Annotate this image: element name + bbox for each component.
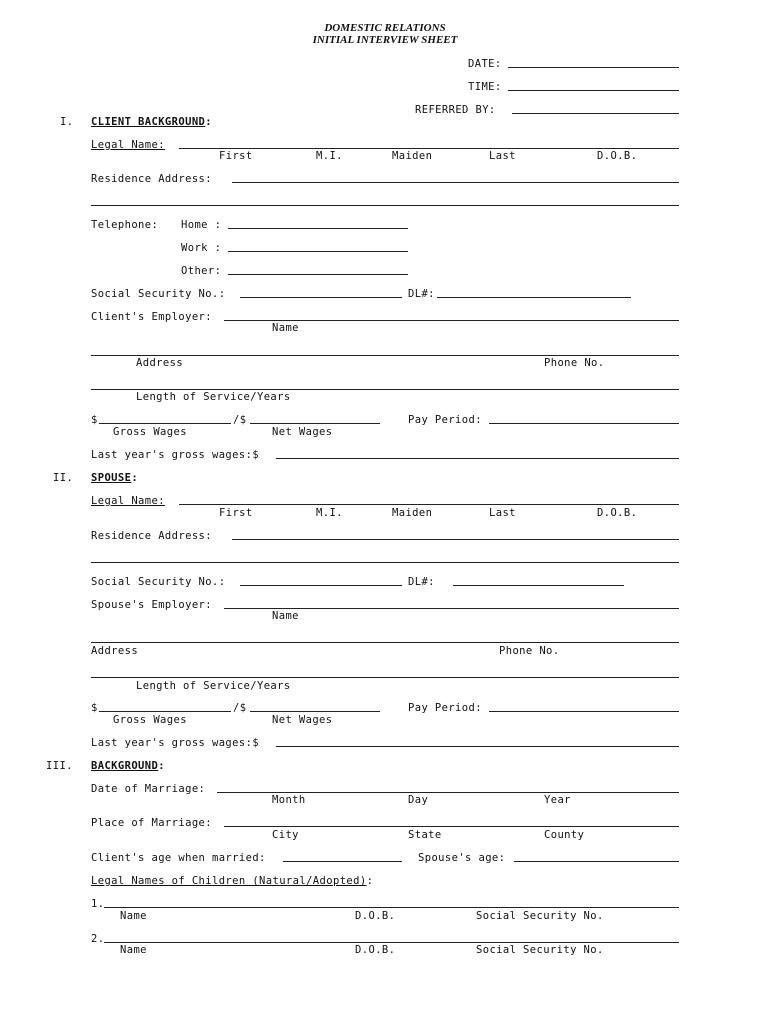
child-1-field[interactable]	[104, 907, 679, 908]
client-net-wages-label: Net Wages	[272, 426, 333, 438]
client-name-part-mi: M.I.	[316, 150, 343, 162]
child-1-number: 1.	[91, 898, 105, 910]
section-1-numeral: I.	[60, 116, 74, 128]
child-2-field[interactable]	[104, 942, 679, 943]
spouse-legal-name-label: Legal Name:	[91, 495, 165, 507]
client-name-part-last: Last	[489, 150, 516, 162]
client-gross-dollar: $	[91, 414, 98, 426]
client-gross-wages-field[interactable]	[99, 423, 231, 424]
home-phone-field[interactable]	[228, 228, 408, 229]
client-last-year-field[interactable]	[276, 458, 679, 459]
spouse-employer-phone-label: Phone No.	[499, 645, 560, 657]
section-1-colon: :	[205, 116, 213, 128]
spouse-residence-field[interactable]	[232, 539, 679, 540]
spouse-employer-label: Spouse's Employer:	[91, 599, 212, 611]
marriage-year-label: Year	[544, 794, 571, 806]
spouse-last-year-label: Last year's gross wages:$	[91, 737, 260, 749]
spouse-age-field[interactable]	[514, 861, 679, 862]
client-net-wages-field[interactable]	[250, 423, 380, 424]
referred-by-label: REFERRED BY:	[415, 104, 496, 116]
spouse-residence-field-2[interactable]	[91, 562, 679, 563]
spouse-legal-name-field[interactable]	[179, 504, 679, 505]
spouse-last-year-field[interactable]	[276, 746, 679, 747]
spouse-dl-field[interactable]	[453, 585, 624, 586]
children-label: Legal Names of Children (Natural/Adopted)	[91, 875, 367, 887]
spouse-ssn-field[interactable]	[240, 585, 402, 586]
spouse-net-dollar: /$	[233, 702, 247, 714]
form-subtitle: INITIAL INTERVIEW SHEET	[312, 34, 458, 46]
spouse-net-wages-label: Net Wages	[272, 714, 333, 726]
client-age-married-label: Client's age when married:	[91, 852, 266, 864]
child-1-name-label: Name	[120, 910, 147, 922]
client-employer-address-field[interactable]	[91, 355, 679, 356]
client-legal-name-label: Legal Name:	[91, 139, 165, 151]
time-field[interactable]	[508, 90, 679, 91]
client-employer-name-label: Name	[272, 322, 299, 334]
place-of-marriage-field[interactable]	[224, 826, 679, 827]
spouse-gross-wages-label: Gross Wages	[113, 714, 187, 726]
spouse-name-part-mi: M.I.	[316, 507, 343, 519]
client-ssn-label: Social Security No.:	[91, 288, 226, 300]
client-pay-period-field[interactable]	[489, 423, 679, 424]
client-residence-field-2[interactable]	[91, 205, 679, 206]
date-of-marriage-label: Date of Marriage:	[91, 783, 206, 795]
marriage-state-label: State	[408, 829, 442, 841]
spouse-gross-dollar: $	[91, 702, 98, 714]
spouse-name-part-last: Last	[489, 507, 516, 519]
spouse-age-label: Spouse's age:	[418, 852, 506, 864]
spouse-pay-period-label: Pay Period:	[408, 702, 482, 714]
spouse-ssn-label: Social Security No.:	[91, 576, 226, 588]
client-ssn-field[interactable]	[240, 297, 402, 298]
date-label: DATE:	[468, 58, 502, 70]
work-phone-field[interactable]	[228, 251, 408, 252]
spouse-residence-label: Residence Address:	[91, 530, 212, 542]
spouse-service-label: Length of Service/Years	[136, 680, 291, 692]
client-dl-label: DL#:	[408, 288, 435, 300]
client-dl-field[interactable]	[437, 297, 631, 298]
client-legal-name-field[interactable]	[179, 148, 679, 149]
client-service-label: Length of Service/Years	[136, 391, 291, 403]
child-2-ssn-label: Social Security No.	[476, 944, 604, 956]
client-name-part-first: First	[219, 150, 253, 162]
section-2-numeral: II.	[53, 472, 74, 484]
place-of-marriage-label: Place of Marriage:	[91, 817, 212, 829]
child-2-name-label: Name	[120, 944, 147, 956]
child-2-number: 2.	[91, 933, 105, 945]
client-service-field[interactable]	[91, 389, 679, 390]
client-name-part-maiden: Maiden	[392, 150, 433, 162]
section-2-title: SPOUSE	[91, 472, 132, 484]
client-employer-label: Client's Employer:	[91, 311, 212, 323]
client-pay-period-label: Pay Period:	[408, 414, 482, 426]
children-label-colon: :	[366, 875, 374, 887]
spouse-employer-field[interactable]	[224, 608, 679, 609]
home-phone-label: Home :	[181, 219, 222, 231]
client-employer-phone-label: Phone No.	[544, 357, 605, 369]
child-1-dob-label: D.O.B.	[355, 910, 396, 922]
client-last-year-label: Last year's gross wages:$	[91, 449, 260, 461]
spouse-employer-address-field[interactable]	[91, 642, 679, 643]
child-1-ssn-label: Social Security No.	[476, 910, 604, 922]
spouse-service-field[interactable]	[91, 677, 679, 678]
other-phone-field[interactable]	[228, 274, 408, 275]
date-of-marriage-field[interactable]	[217, 792, 679, 793]
other-phone-label: Other:	[181, 265, 222, 277]
time-label: TIME:	[468, 81, 502, 93]
spouse-name-part-maiden: Maiden	[392, 507, 433, 519]
marriage-city-label: City	[272, 829, 299, 841]
marriage-month-label: Month	[272, 794, 306, 806]
spouse-employer-name-label: Name	[272, 610, 299, 622]
spouse-pay-period-field[interactable]	[489, 711, 679, 712]
section-3-title: BACKGROUND	[91, 760, 159, 772]
client-employer-address-label: Address	[136, 357, 184, 369]
marriage-day-label: Day	[408, 794, 429, 806]
client-residence-field[interactable]	[232, 182, 679, 183]
referred-by-field[interactable]	[512, 113, 679, 114]
section-2-colon: :	[131, 472, 139, 484]
client-employer-field[interactable]	[224, 320, 679, 321]
marriage-county-label: County	[544, 829, 585, 841]
spouse-net-wages-field[interactable]	[250, 711, 380, 712]
section-1-title: CLIENT BACKGROUND	[91, 116, 206, 128]
client-net-dollar: /$	[233, 414, 247, 426]
date-field[interactable]	[508, 67, 679, 68]
spouse-dl-label: DL#:	[408, 576, 435, 588]
client-name-part-dob: D.O.B.	[597, 150, 638, 162]
form-title: DOMESTIC RELATIONS	[324, 22, 446, 34]
child-2-dob-label: D.O.B.	[355, 944, 396, 956]
spouse-gross-wages-field[interactable]	[99, 711, 231, 712]
spouse-name-part-first: First	[219, 507, 253, 519]
section-3-colon: :	[158, 760, 165, 772]
client-gross-wages-label: Gross Wages	[113, 426, 187, 438]
client-residence-label: Residence Address:	[91, 173, 212, 185]
spouse-name-part-dob: D.O.B.	[597, 507, 638, 519]
telephone-label: Telephone:	[91, 219, 159, 231]
client-age-married-field[interactable]	[283, 861, 402, 862]
work-phone-label: Work :	[181, 242, 222, 254]
spouse-employer-address-label: Address	[91, 645, 139, 657]
section-3-numeral: III.	[46, 760, 73, 772]
